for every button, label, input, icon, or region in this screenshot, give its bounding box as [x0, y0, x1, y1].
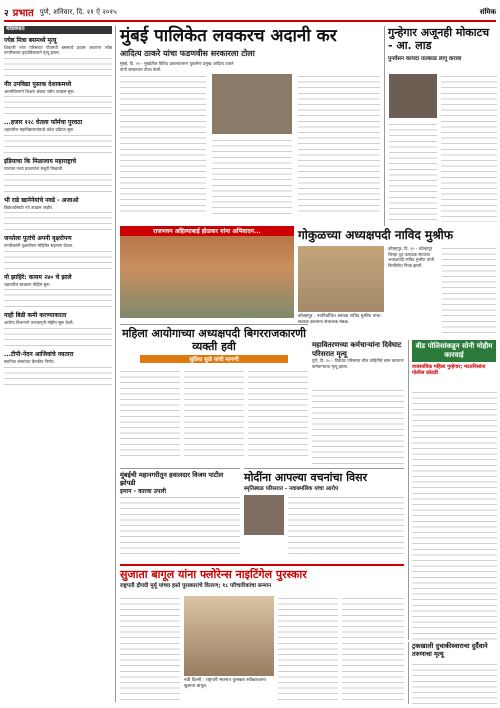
modi-body-text: [288, 495, 404, 557]
gokul-body-text: [442, 246, 496, 336]
brief-item: [4, 81, 112, 117]
women-commission-story: [120, 324, 308, 464]
lead-headline: मुंबई पालिकेत लवकरच अदानी कर: [120, 26, 337, 46]
modi-headline: मोदींना आपल्या वचनांचा विसर: [244, 471, 368, 484]
modi-subhead: स्मृतिस्थळ परिसरात - नवाबमलिक यांचा आरोप: [244, 486, 339, 492]
brief-item: [4, 274, 112, 310]
lad-body-text: [441, 74, 497, 222]
brief-title: ...टीपी-नेदन आजिवांचे नवतारा: [4, 350, 74, 358]
rally-photo-caption: राजभवन अहिल्याबाई होळकर यांना अभिवादन...: [120, 226, 294, 236]
lad-body-text-2: [389, 122, 437, 222]
masthead: [4, 4, 496, 22]
sujata-body-text: [120, 596, 180, 702]
lead-body-text-2: [212, 138, 292, 214]
lad-subhead: पुनर्वसन कायदा तात्काळ लागू करावा: [388, 56, 462, 62]
gokul-story: [298, 228, 496, 338]
women-subhead: सुप्रिया सुळे यांची मागणी: [140, 355, 288, 363]
lead-body-text-3: [298, 74, 380, 214]
brief-body: आरोग्य विभागाने जनजागृती मोहीम सुरू केली.: [4, 320, 112, 348]
mahavitaran-headline: महावितरणच्या कर्मचाऱ्यांना दिवेघाट परिसरात मृत्यू: [312, 340, 402, 358]
sujata-body-text-2: [278, 596, 338, 702]
brief-body: शहरातील महाविद्यालयांमध्ये प्रवेश प्रक्रिया सुरू.: [4, 127, 112, 155]
brief-title: इंडियाचा कि मिळालाय महाराष्ट्राचे: [4, 157, 77, 165]
briefs-column: [4, 26, 116, 702]
mahavitaran-dateline: पुणे, दि. २० - दिवेघाट परिसरात वीज वाहिनीचे काम करताना कर्मचाऱ्याचा मृत्यू झाला.: [312, 358, 404, 369]
page-number: २: [4, 8, 9, 19]
briefs-header: थोडक्यात: [4, 26, 112, 34]
truck-body-text: [412, 662, 497, 704]
mumbai-headline: मुंबईची महानगरीतून हवालदार विजय पाटील झोपडी: [120, 471, 224, 487]
sujata-headline: सुजाता बागूल यांना फ्लोरेन्स नाइटिंगेल पुरस्कार: [120, 568, 307, 581]
brief-title: जनतेला पुतांचे अपनी वृक्षरोपण: [4, 235, 72, 243]
lead-dateline: मुंबई, दि. २० - मुंबईतील विविध प्रकल्पांवरून युवासेना प्रमुख आदित्य ठाकरे यांनी सरकारवर टीका केली.: [120, 61, 234, 72]
brief-body: राज्यात नव्या प्रकल्पांना मंजुरी मिळाली.: [4, 166, 112, 194]
mumbai-story: [120, 468, 240, 560]
brief-body: शिवाजी नगर परिसरात पीएमपी बसमध्ये प्रवास करताना ज्येष्ठ नागरिकाचा हृदयविकाराने मृत्यू झाला.: [4, 45, 112, 78]
brief-title: नीर उपविद्या पुस्तक देशाकमध्ये: [4, 80, 72, 88]
truck-headline: ट्रकखाली दुचाकीस्वाराचा दुर्दैवाने तरुणाचा मृत्यू: [412, 642, 488, 658]
brief-title: नाही बिडी कमी करण्याकरता: [4, 312, 67, 320]
women-body-text-2: [184, 369, 244, 459]
brief-item: [4, 158, 112, 194]
gokul-photo: [298, 246, 384, 312]
lad-portrait-photo: [389, 74, 437, 118]
brief-body: आत्मचिंतनाने शिक्षण क्षेत्रात नवीन उपक्रम सुरू.: [4, 89, 112, 117]
brief-title: नो झाहिरे: कायम २४० चे झाले: [4, 273, 72, 281]
brand-logo: प्रभात: [12, 8, 34, 19]
gokul-headline: गोकुळच्या अध्यक्षपदी नाविद मुश्रीफ: [298, 228, 454, 242]
section-name: संमिक: [479, 7, 496, 16]
sujata-photo: [184, 596, 274, 676]
brief-title: ज्येष्ठ मित्रा बसमध्ये मृत्यू: [4, 36, 57, 44]
mahavitaran-body-text: [312, 388, 404, 464]
sujata-body-text-3: [342, 596, 404, 702]
issue-date: पुणे, शनिवार, दि. २१ ऐ २०१५: [39, 7, 117, 16]
newspaper-page: [4, 4, 496, 704]
sujata-caption: नवी दिल्ली : राष्ट्रपती भवनात पुरस्कार स्वीकारताना सुजाता बागूल.: [184, 678, 266, 689]
brief-body: स्थानिक संस्थांच्या बैठकीत निर्णय.: [4, 359, 112, 387]
brief-item: [4, 351, 112, 387]
modi-photo: [244, 495, 284, 535]
brief-body: नागरिकांनी वृक्षारोपण मोहिमेत सहभाग घेतला.: [4, 243, 112, 271]
truck-story: [408, 642, 496, 704]
brief-title: ...हजार १२८ घेतला फॉर्मचा पुरवठा: [4, 119, 83, 127]
women-headline: महिला आयोगाच्या अध्यक्षपदी बिगरराजकारणी व्यक्ती हवी: [122, 327, 306, 353]
sujata-subhead: राष्ट्रपती द्रौपदी मुर्मू यांच्या हस्ते पुरस्कारांचे वितरण; १८ परिचारिकांचा सन्मान: [120, 583, 272, 589]
brief-item: [4, 37, 112, 78]
brief-body: विद्यार्थ्यांसाठी नवे उपक्रम जाहीर.: [4, 205, 112, 233]
beed-subhead: व्यवसायिक महिला गुन्हेगार; मदतनिसांना पोलीस कोठडी: [412, 364, 486, 376]
brief-item: [4, 119, 112, 155]
lead-subhead: आदित्य ठाकरे यांचा फडणवीस सरकारला टोला: [120, 49, 255, 58]
brief-item: [4, 235, 112, 271]
beed-headline: बीड पोलिसांकडून सोनी मोहीम कारवाई: [412, 340, 496, 362]
gokul-dateline: कोल्हापूर, दि. २० - कोल्हापूर जिल्हा दूध उत्पादक संघाच्या अध्यक्षपदी नाविद मुश्रीफ यांची बिनविरोध निवड झाली.: [388, 246, 434, 268]
lead-body-text: [120, 74, 206, 214]
beed-body-text: [412, 390, 497, 640]
women-body-text-3: [248, 369, 308, 459]
mahavitaran-story: [312, 340, 404, 466]
rally-photo-box: [120, 226, 294, 318]
lad-headline: गुन्हेगार अजूनही मोकाटच - आ. लाड: [388, 26, 490, 52]
women-body-text: [120, 369, 180, 459]
beed-story: [408, 340, 496, 640]
lead-story: [120, 26, 380, 244]
modi-story: [244, 468, 404, 560]
rally-photo: [120, 236, 294, 318]
gokul-caption: कोल्हापूर : नवनिर्वाचित अध्यक्ष नाविद मुश्रीफ यांचा सत्कार करताना संचालक मंडळ.: [298, 314, 381, 325]
sujata-story: [120, 564, 404, 704]
brief-item: [4, 197, 112, 233]
brief-item: [4, 312, 112, 348]
lead-portrait-photo: [212, 74, 292, 134]
mumbai-subhead: इमान - कारवा उपली: [120, 488, 166, 495]
brief-body: शहरातील स्वच्छता मोहीम सुरू.: [4, 282, 112, 310]
mumbai-body-text: [120, 495, 240, 557]
lad-story: [384, 26, 496, 226]
brief-title: भी राडे खानेनेयांचे नवडे - अजाओ: [4, 196, 79, 204]
